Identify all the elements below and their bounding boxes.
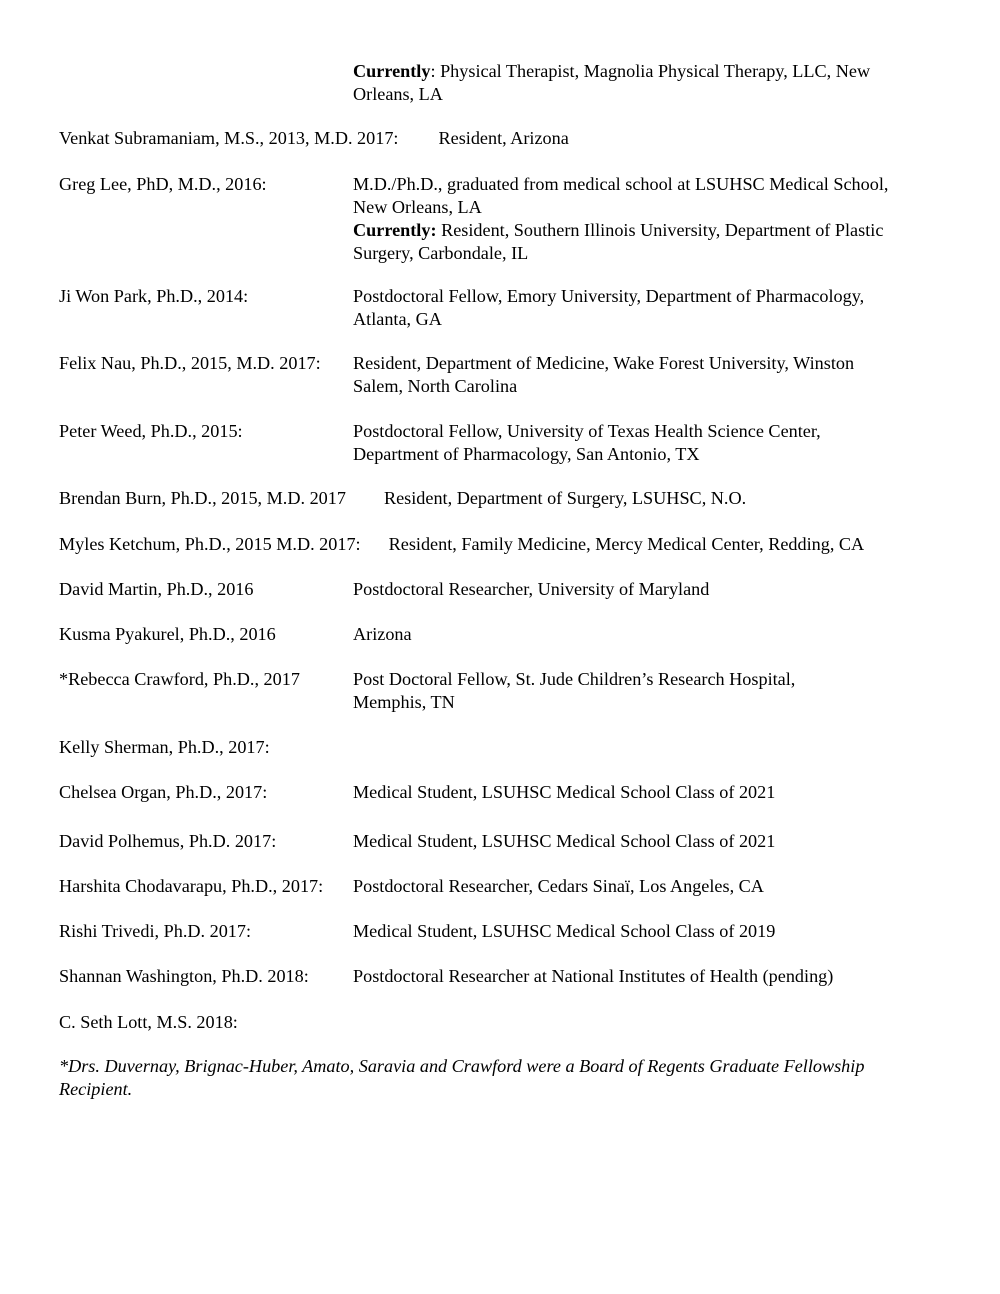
entry-name: Myles Ketchum, Ph.D., 2015 M.D. 2017: [59, 534, 361, 554]
entry-brendan-burn [59, 487, 949, 510]
entry-name: Peter Weed, Ph.D., 2015: [59, 421, 243, 441]
entry-name: Greg Lee, PhD, M.D., 2016: [59, 174, 267, 194]
entry-name: Harshita Chodavarapu, Ph.D., 2017: [59, 876, 324, 896]
entry-description: Post Doctoral Fellow, St. Jude Children’s Research Hospital, Memphis, TN [353, 669, 796, 712]
entry-venkat-subramaniam [59, 127, 949, 150]
currently-label: Currently: [353, 220, 437, 240]
footnote: *Drs. Duvernay, Brignac-Huber, Amato, Saravia and Crawford were a Board of Regents Graduate Fellowship Recipient. [59, 1056, 865, 1099]
entry-name: C. Seth Lott, M.S. 2018: [59, 1012, 238, 1032]
entry-name: Brendan Burn, Ph.D., 2015, M.D. 2017 [59, 488, 346, 508]
entry-description: Resident, Department of Medicine, Wake Forest University, Winston Salem, North Carolina [353, 353, 855, 396]
entry-name: Rishi Trivedi, Ph.D. 2017: [59, 921, 252, 941]
entry-description: Medical Student, LSUHSC Medical School Class of 2021 [353, 831, 776, 851]
entry-description: Resident, Department of Surgery, LSUHSC, N.O. [383, 488, 747, 508]
currently-label: Currently [353, 61, 431, 81]
entry-name: Venkat Subramaniam, M.S., 2013, M.D. 2017: [59, 128, 399, 148]
entry-description: Postdoctoral Researcher, University of Maryland [353, 579, 710, 599]
entry-description: Arizona [353, 624, 412, 644]
entry-description: Resident, Arizona [438, 128, 569, 148]
entry-description: Medical Student, LSUHSC Medical School Class of 2021 [353, 782, 776, 802]
entry-name: Ji Won Park, Ph.D., 2014: [59, 286, 249, 306]
entry-description: Postdoctoral Fellow, Emory University, Department of Pharmacology, Atlanta, GA [353, 286, 865, 329]
entry-myles-ketchum [59, 533, 949, 556]
entry-description: Resident, Family Medicine, Mercy Medical Center, Redding, CA [388, 534, 865, 554]
entry-name: Felix Nau, Ph.D., 2015, M.D. 2017: [59, 353, 321, 373]
entry-description: Postdoctoral Researcher, Cedars Sinaï, Los Angeles, CA [353, 876, 764, 896]
entry-description: Currently: Physical Therapist, Magnolia Physical Therapy, LLC, New Orleans, LA [353, 61, 871, 104]
entry-description: Postdoctoral Researcher at National Institutes of Health (pending) [353, 966, 834, 986]
entry-name: *Rebecca Crawford, Ph.D., 2017 [59, 669, 300, 689]
entry-name: Kusma Pyakurel, Ph.D., 2016 [59, 624, 276, 644]
entry-description: M.D./Ph.D., graduated from medical school at LSUHSC Medical School, New Orleans, LA Currently: Resident, Southern Illinois University, Department of Plastic Surgery, Carbondale, IL [353, 174, 889, 263]
entry-name: David Polhemus, Ph.D. 2017: [59, 831, 277, 851]
entry-description: Postdoctoral Fellow, University of Texas Health Science Center, Department of Pharmacology, San Antonio, TX [353, 421, 821, 464]
entry-name: Shannan Washington, Ph.D. 2018: [59, 966, 309, 986]
entry-name: Kelly Sherman, Ph.D., 2017: [59, 737, 270, 757]
entry-name: David Martin, Ph.D., 2016 [59, 579, 254, 599]
entry-name: Chelsea Organ, Ph.D., 2017: [59, 782, 268, 802]
entry-description: Medical Student, LSUHSC Medical School Class of 2019 [353, 921, 776, 941]
